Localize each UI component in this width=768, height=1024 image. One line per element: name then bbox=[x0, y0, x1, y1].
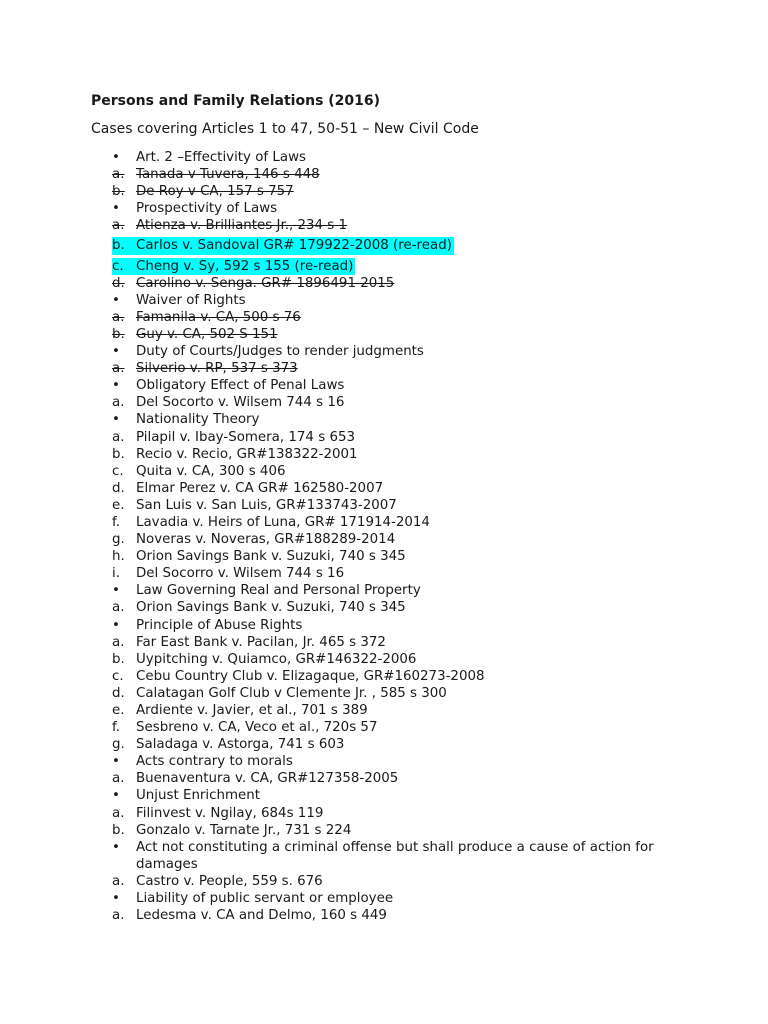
list-item-text: Art. 2 –Effectivity of Laws bbox=[136, 150, 306, 165]
letter-marker: a. bbox=[112, 167, 125, 183]
case-entry bbox=[112, 565, 692, 582]
case-entry bbox=[112, 480, 692, 497]
letter-marker: b. bbox=[112, 822, 125, 838]
letter-marker: a. bbox=[112, 805, 125, 821]
case-entry bbox=[112, 531, 692, 548]
list-line bbox=[112, 565, 692, 582]
list-line bbox=[112, 480, 692, 497]
list-item-text: Castro v. People, 559 s. 676 bbox=[136, 873, 323, 889]
list-item-text: Noveras v. Noveras, GR#188289-2014 bbox=[136, 532, 396, 548]
letter-marker: e. bbox=[112, 497, 125, 513]
letter-marker: c. bbox=[112, 668, 124, 684]
topic-heading bbox=[112, 617, 692, 634]
letter-marker: d. bbox=[112, 480, 125, 496]
bullet-marker: • bbox=[112, 583, 120, 599]
letter-marker: b. bbox=[112, 184, 125, 200]
list-line bbox=[112, 514, 692, 531]
case-entry bbox=[112, 309, 692, 326]
letter-marker: a. bbox=[112, 218, 125, 234]
highlighted-case-line bbox=[112, 258, 355, 275]
list-item-text: Ledesma v. CA and Delmo, 160 s 449 bbox=[136, 908, 387, 924]
bullet-marker: • bbox=[112, 201, 120, 217]
list-item-text: Far East Bank v. Pacilan, Jr. 465 s 372 bbox=[136, 634, 386, 650]
list-item-text: Orion Savings Bank v. Suzuki, 740 s 345 bbox=[136, 600, 406, 616]
list-item-text: Carlos v. Sandoval GR# 179922-2008 (re-read) bbox=[136, 238, 452, 254]
bullet-marker: • bbox=[112, 891, 120, 907]
topic-heading bbox=[112, 149, 692, 166]
struck-case-line bbox=[112, 275, 692, 292]
list-item-text: Silverio v. RP, 537 s 373 bbox=[136, 361, 298, 377]
list-item-text: San Luis v. San Luis, GR#133743-2007 bbox=[136, 497, 397, 513]
case-entry bbox=[112, 736, 692, 753]
topic-heading bbox=[112, 411, 692, 428]
topic-heading bbox=[112, 753, 692, 770]
list-item-text: Recio v. Recio, GR#138322-2001 bbox=[136, 446, 358, 462]
struck-case-line bbox=[112, 326, 692, 343]
list-line bbox=[112, 839, 692, 873]
case-entry bbox=[112, 234, 692, 254]
letter-marker: h. bbox=[112, 549, 125, 565]
list-line bbox=[112, 200, 692, 217]
list-item-text: Nationality Theory bbox=[136, 412, 260, 428]
list-item-text: Cebu Country Club v. Elizagaque, GR#160273-2008 bbox=[136, 668, 485, 684]
case-list bbox=[112, 149, 692, 924]
list-item-text: Elmar Perez v. CA GR# 162580-2007 bbox=[136, 480, 384, 496]
list-item-text: Calatagan Golf Club v Clemente Jr. , 585 s 300 bbox=[136, 685, 447, 701]
letter-marker: c. bbox=[112, 258, 124, 274]
list-line bbox=[112, 582, 692, 599]
list-line bbox=[112, 702, 692, 719]
list-item-text: Orion Savings Bank v. Suzuki, 740 s 345 bbox=[136, 549, 406, 565]
list-line bbox=[112, 770, 692, 787]
case-entry bbox=[112, 166, 692, 183]
list-item-text: Pilapil v. Ibay-Somera, 174 s 653 bbox=[136, 429, 356, 445]
page-subtitle: Cases covering Articles 1 to 47, 50-51 – New Civil Code bbox=[91, 121, 479, 137]
case-entry bbox=[112, 548, 692, 565]
list-item-text: Law Governing Real and Personal Property bbox=[136, 583, 421, 599]
list-line bbox=[112, 394, 692, 411]
list-item-text: Obligatory Effect of Penal Laws bbox=[136, 378, 345, 394]
case-entry bbox=[112, 668, 692, 685]
case-entry bbox=[112, 497, 692, 514]
letter-marker: f. bbox=[112, 514, 120, 530]
list-line bbox=[112, 736, 692, 753]
letter-marker: a. bbox=[112, 361, 125, 377]
letter-marker: c. bbox=[112, 463, 124, 479]
letter-marker: a. bbox=[112, 600, 125, 616]
case-entry bbox=[112, 394, 692, 411]
list-line bbox=[112, 805, 692, 822]
letter-marker: b. bbox=[112, 326, 125, 342]
list-line bbox=[112, 292, 692, 309]
list-line bbox=[112, 890, 692, 907]
topic-heading bbox=[112, 787, 692, 804]
topic-heading bbox=[112, 200, 692, 217]
letter-marker: e. bbox=[112, 703, 125, 718]
case-entry bbox=[112, 770, 692, 787]
case-entry bbox=[112, 429, 692, 446]
case-entry bbox=[112, 275, 692, 292]
case-entry bbox=[112, 873, 692, 890]
topic-heading bbox=[112, 839, 692, 873]
case-entry bbox=[112, 651, 692, 668]
list-line bbox=[112, 907, 692, 924]
letter-marker: b. bbox=[112, 238, 125, 254]
list-line bbox=[112, 651, 692, 668]
list-item-text: Liability of public servant or employee bbox=[136, 891, 394, 907]
bullet-marker: • bbox=[112, 754, 120, 770]
struck-case-line bbox=[112, 309, 692, 326]
topic-heading bbox=[112, 343, 692, 360]
case-entry bbox=[112, 685, 692, 702]
topic-heading bbox=[112, 582, 692, 599]
bullet-marker: • bbox=[112, 292, 120, 308]
letter-marker: a. bbox=[112, 429, 125, 445]
struck-case-line bbox=[112, 217, 692, 234]
list-item-text: Del Socorto v. Wilsem 744 s 16 bbox=[136, 395, 345, 411]
list-item-text: Quita v. CA, 300 s 406 bbox=[136, 463, 286, 479]
list-item-text: Sesbreno v. CA, Veco et al., 720s 57 bbox=[136, 720, 378, 736]
bullet-marker: • bbox=[112, 788, 120, 804]
case-entry bbox=[112, 255, 692, 275]
letter-marker: a. bbox=[112, 771, 125, 787]
letter-marker: a. bbox=[112, 634, 125, 650]
letter-marker: d. bbox=[112, 275, 125, 291]
list-item-text: Saladaga v. Astorga, 741 s 603 bbox=[136, 737, 345, 753]
letter-marker: a. bbox=[112, 873, 125, 889]
list-item-text: Act not constituting a criminal offense but shall produce a cause of action for damages bbox=[136, 839, 654, 872]
list-item-text: Del Socorro v. Wilsem 744 s 16 bbox=[136, 566, 345, 582]
letter-marker: g. bbox=[112, 532, 125, 548]
case-entry bbox=[112, 360, 692, 377]
case-entry bbox=[112, 907, 692, 924]
list-line bbox=[112, 719, 692, 736]
case-entry bbox=[112, 702, 692, 719]
list-line bbox=[112, 685, 692, 702]
list-item-text: Principle of Abuse Rights bbox=[136, 617, 303, 633]
case-entry bbox=[112, 719, 692, 736]
letter-marker: a. bbox=[112, 395, 125, 411]
list-item-text: Cheng v. Sy, 592 s 155 (re-read) bbox=[136, 258, 354, 274]
bullet-marker: • bbox=[112, 839, 120, 855]
list-item-text: De Roy v CA, 157 s 757 bbox=[136, 184, 294, 200]
list-line bbox=[112, 497, 692, 514]
list-item-text: Tanada v Tuvera, 146 s 448 bbox=[136, 167, 320, 183]
letter-marker: b. bbox=[112, 446, 125, 462]
letter-marker: i. bbox=[112, 566, 120, 582]
list-line bbox=[112, 429, 692, 446]
list-line bbox=[112, 617, 692, 634]
struck-case-line bbox=[112, 183, 692, 200]
bullet-marker: • bbox=[112, 378, 120, 394]
list-item-text: Filinvest v. Ngilay, 684s 119 bbox=[136, 805, 324, 821]
list-item-text: Gonzalo v. Tarnate Jr., 731 s 224 bbox=[136, 822, 352, 838]
letter-marker: a. bbox=[112, 309, 125, 325]
list-line bbox=[112, 787, 692, 804]
list-item-text: Famanila v. CA, 500 s 76 bbox=[136, 309, 301, 325]
letter-marker: a. bbox=[112, 908, 125, 924]
bullet-marker: • bbox=[112, 150, 120, 165]
list-line bbox=[112, 446, 692, 463]
list-line bbox=[112, 873, 692, 890]
struck-case-line bbox=[112, 360, 692, 377]
highlighted-case-line bbox=[112, 237, 454, 254]
list-item-text: Carolino v. Senga. GR# 1896491 2015 bbox=[136, 275, 395, 291]
struck-case-line bbox=[112, 166, 692, 183]
list-line bbox=[112, 822, 692, 839]
list-line bbox=[112, 531, 692, 548]
list-line bbox=[112, 753, 692, 770]
case-entry bbox=[112, 822, 692, 839]
letter-marker: f. bbox=[112, 720, 120, 736]
list-line bbox=[112, 634, 692, 651]
list-line bbox=[112, 463, 692, 480]
list-line bbox=[112, 149, 692, 166]
bullet-marker: • bbox=[112, 412, 120, 428]
case-entry bbox=[112, 326, 692, 343]
list-item-text: Ardiente v. Javier, et al., 701 s 389 bbox=[136, 703, 368, 718]
list-item-text: Acts contrary to morals bbox=[136, 754, 293, 770]
list-line bbox=[112, 411, 692, 428]
list-line bbox=[112, 599, 692, 616]
case-entry bbox=[112, 463, 692, 480]
case-entry bbox=[112, 217, 692, 234]
case-entry bbox=[112, 446, 692, 463]
case-entry bbox=[112, 805, 692, 822]
letter-marker: b. bbox=[112, 651, 125, 667]
list-line bbox=[112, 343, 692, 360]
bullet-marker: • bbox=[112, 344, 120, 360]
case-entry bbox=[112, 183, 692, 200]
list-item-text: Duty of Courts/Judges to render judgments bbox=[136, 344, 424, 360]
page-title: Persons and Family Relations (2016) bbox=[91, 93, 381, 109]
letter-marker: g. bbox=[112, 737, 125, 753]
case-entry bbox=[112, 599, 692, 616]
topic-heading bbox=[112, 377, 692, 394]
list-line bbox=[112, 668, 692, 685]
topic-heading bbox=[112, 292, 692, 309]
list-item-text: Prospectivity of Laws bbox=[136, 201, 278, 217]
list-item-text: Guy v. CA, 502 S 151 bbox=[136, 326, 278, 342]
list-item-text: Lavadia v. Heirs of Luna, GR# 171914-2014 bbox=[136, 514, 430, 530]
bullet-marker: • bbox=[112, 617, 120, 633]
case-entry bbox=[112, 634, 692, 651]
case-entry bbox=[112, 514, 692, 531]
list-item-text: Atienza v. Brilliantes Jr., 234 s 1 bbox=[136, 218, 348, 234]
list-line bbox=[112, 548, 692, 565]
list-line bbox=[112, 377, 692, 394]
topic-heading bbox=[112, 890, 692, 907]
list-item-text: Uypitching v. Quiamco, GR#146322-2006 bbox=[136, 651, 417, 667]
list-item-text: Waiver of Rights bbox=[136, 292, 246, 308]
letter-marker: d. bbox=[112, 685, 125, 701]
list-item-text: Buenaventura v. CA, GR#127358-2005 bbox=[136, 771, 399, 787]
list-item-text: Unjust Enrichment bbox=[136, 788, 261, 804]
